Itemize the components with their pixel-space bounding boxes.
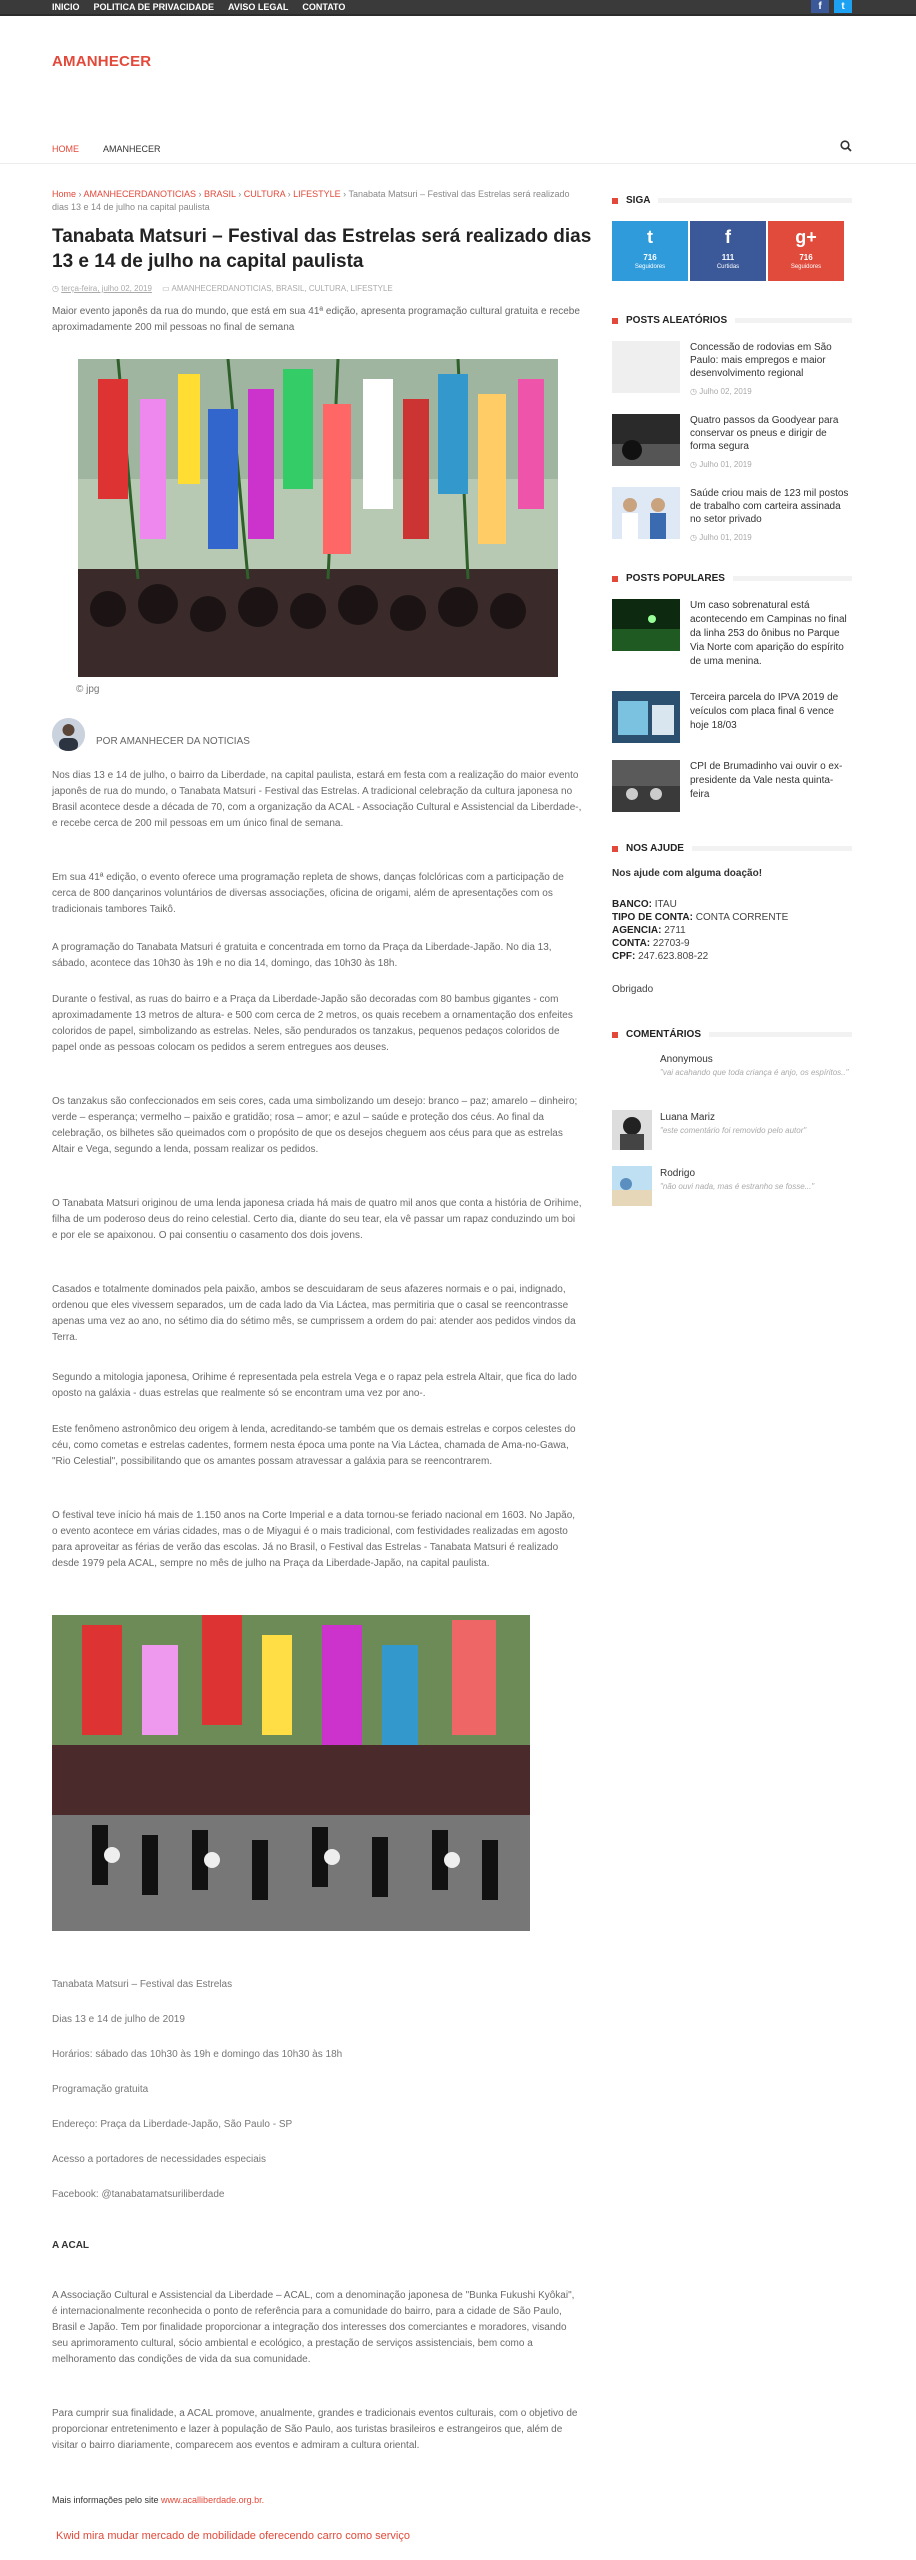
comment-text[interactable]: "vai acahando que toda criança é anjo, os espíritos.." xyxy=(660,1068,849,1077)
info-line: Facebook: @tanabatamatsuriliberdade xyxy=(52,2189,225,2200)
clock-icon: ◷ xyxy=(690,460,700,469)
main-nav xyxy=(52,144,161,154)
popular-post-item[interactable] xyxy=(612,691,852,747)
comment-author[interactable]: Anonymous xyxy=(660,1054,713,1065)
post-title-link[interactable]: Um caso sobrenatural está acontecendo em Campinas no final da linha 253 do ônibus no Parque Via Norte com aparição do espírito de uma menina. xyxy=(690,600,847,667)
post-thumbnail[interactable] xyxy=(612,691,680,743)
comment-item[interactable] xyxy=(612,1166,852,1206)
related-post-link[interactable]: Kwid mira mudar mercado de mobilidade oferecendo carro como serviço xyxy=(56,2530,410,2542)
facebook-icon: f xyxy=(725,227,731,247)
post-thumbnail[interactable] xyxy=(612,341,680,393)
post-thumbnail[interactable] xyxy=(612,414,680,466)
post-meta xyxy=(52,284,393,293)
post-thumbnail[interactable] xyxy=(612,760,680,812)
comment-author[interactable]: Luana Mariz xyxy=(660,1112,716,1123)
nav-divider xyxy=(0,163,916,164)
post-image-tanabata xyxy=(78,359,558,677)
sidebar-title-text: COMENTÁRIOS xyxy=(626,1029,701,1040)
acal-site-link[interactable]: www.acalliberdade.org.br. xyxy=(161,2495,265,2505)
popular-post-item[interactable] xyxy=(612,760,852,816)
comment-text[interactable]: "não ouvi nada, mas é estranho se fosse..." xyxy=(660,1182,815,1191)
info-line: Tanabata Matsuri – Festival das Estrelas xyxy=(52,1979,233,1990)
post-title: Tanabata Matsuri – Festival das Estrelas será realizado dias 13 e 14 de julho na capital paulista xyxy=(52,226,592,272)
random-post-item[interactable] xyxy=(612,414,852,474)
avatar xyxy=(612,1052,652,1092)
info-line: Horários: sábado das 10h30 às 19h e domingo das 10h30 às 18h xyxy=(52,2049,343,2060)
post-title-link[interactable]: Quatro passos da Goodyear para conservar os pneus e dirigir de forma segura xyxy=(690,415,839,452)
article-paragraph: Nos dias 13 e 14 de julho, o bairro da Liberdade, na capital paulista, estará em festa com a realização do maior evento japonês de rua do mundo, o Tanabata Matsuri - Festival das Estrelas. A tradicional celebração da cultura japonesa no Brasil acontece desde a década de 70, com a organização da ACAL - Associação Cultural e Assistencial da Liberdade-, e recebe cerca de 200 mil pessoas em um único final de semana. xyxy=(52,770,582,829)
sidebar-title-text: NOS AJUDE xyxy=(626,843,684,854)
acal-paragraph: A Associação Cultural e Assistencial da Liberdade – ACAL, com a denominação japonesa de "Bunka Fukushi Kyôkai", é internacionalmente reconhecida o ponto de referência para a comunidade do bairro, para a cidade de São Paulo, Brasil e Japão. Tem por finalidade proporcionar a integração dos interesses dos comerciantes e moradores, visando seu aprimoramento cultural, sócio ambiental e ecológico, a prestação de serviços assistenciais, bem como a melhoramento das condições de vida da sua comunidade. xyxy=(52,2290,575,2365)
top-link-privacidade[interactable]: POLITICA DE PRIVACIDADE xyxy=(93,2,215,12)
breadcrumb xyxy=(52,188,587,214)
thanks-text: Obrigado xyxy=(612,984,654,995)
follow-count: 111 xyxy=(721,253,735,262)
post-thumbnail[interactable] xyxy=(612,487,680,539)
twitter-icon: t xyxy=(647,227,653,247)
breadcrumb-sep: › xyxy=(235,189,244,199)
article-paragraph: O festival teve início há mais de 1.150 anos na Corte Imperial e a data tornou-se feriado nacional em 1603. No Japão, o evento acontece em várias cidades, mas o de Miyagui é o mais tradicional, com festividades realizadas em agosto para aproveitar as férias de verão das escolas. Já no Brasil, o Festival das Estrelas - Tanabata Matsuri é realizado desde 1979 pela ACAL, sempre no mês de julho na Praça da Liberdade-Japão, na capital paulista. xyxy=(52,1510,576,1569)
post-title-link[interactable]: Concessão de rodovias em São Paulo: mais empregos e maior desenvolvimento regional xyxy=(690,342,832,379)
top-link-inicio[interactable]: INICIO xyxy=(52,2,80,12)
facebook-follow-button[interactable] xyxy=(690,221,766,281)
google-plus-icon: g+ xyxy=(795,227,817,247)
title-bar xyxy=(709,1032,852,1037)
article-paragraph: Segundo a mitologia japonesa, Orihime é representada pela estrela Vega e o rapaz pela estrela Altair, que fica do lado oposto na galáxia - duas estrelas que realmente só se encontram uma vez por ano-. xyxy=(52,1372,577,1399)
title-marker xyxy=(612,576,618,582)
random-post-item[interactable] xyxy=(612,487,852,547)
follow-label: Seguidores xyxy=(634,264,666,270)
account-label: CONTA: xyxy=(612,938,651,949)
article-paragraph: Durante o festival, as ruas do bairro e a Praça da Liberdade-Japão são decoradas com 80 bambus gigantes - com aproximadamente 13 metros de altura- e 500 com cerca de 2 metros, os quais recebem a ornamentação dos enfeites coloridos de papel, simbolizando as estrelas. Neles, são pendurados os tanzakus, pequenos pedaços coloridos de papel onde as pessoas colocam os pedidos a serem entregues aos deuses. xyxy=(52,994,573,1053)
folder-icon: ▭ xyxy=(162,284,172,293)
sidebar-title-popular xyxy=(612,573,852,584)
clock-icon: ◷ xyxy=(690,533,700,542)
breadcrumb-cat[interactable]: CULTURA xyxy=(243,189,286,199)
article-paragraph: O Tanabata Matsuri originou de uma lenda japonesa criada há mais de quatro mil anos que conta a história de Orihime, filha de um poderoso deus do reino celestial. Certo dia, diante do seu tear, ela vê passar um rapaz conduzindo um boi e por ele se apaixonou. O pai consentiu o casamento dos dois jovens. xyxy=(52,1198,582,1241)
post-excerpt: Maior evento japonês da rua do mundo, que está em sua 41ª edição, apresenta programação cultural gratuita e recebe aproximadamente 200 mil pessoas no final de semana xyxy=(52,306,580,333)
title-marker xyxy=(612,198,618,204)
article-paragraph: Em sua 41ª edição, o evento oferece uma programação repleta de shows, danças folclóricas com a participação de cerca de 800 dançarinos voluntários de diversas associações, oficina de origami, além de apresentações com os tradicionais tambores Taikô. xyxy=(52,872,564,915)
post-categories[interactable]: AMANHECERDANOTICIAS, BRASIL, CULTURA, LIFESTYLE xyxy=(171,284,393,293)
info-line: Programação gratuita xyxy=(52,2084,149,2095)
comment-text[interactable]: "este comentário foi removido pelo autor" xyxy=(660,1126,807,1135)
breadcrumb-sep: › xyxy=(285,189,294,199)
search-icon[interactable] xyxy=(840,140,852,152)
title-bar xyxy=(692,846,852,851)
breadcrumb-sep: › xyxy=(340,189,349,199)
breadcrumb-cat[interactable]: LIFESTYLE xyxy=(293,189,341,199)
google-plus-follow-button[interactable] xyxy=(768,221,844,281)
more-info xyxy=(52,2495,264,2505)
title-bar xyxy=(735,318,852,323)
sidebar-title-comments xyxy=(612,1029,852,1040)
agency-label: AGENCIA: xyxy=(612,925,662,936)
sidebar-title-text: POSTS POPULARES xyxy=(626,573,725,584)
post-date: ◷ Julho 02, 2019 xyxy=(690,387,752,396)
info-line: Dias 13 e 14 de julho de 2019 xyxy=(52,2014,185,2025)
nav-item-amanhecer[interactable]: AMANHECER xyxy=(103,144,161,154)
info-line: Acesso a portadores de necessidades especiais xyxy=(52,2154,267,2165)
agency-value: 2711 xyxy=(664,925,686,936)
title-marker xyxy=(612,318,618,324)
bank-label: BANCO: xyxy=(612,899,652,910)
breadcrumb-current: Tanabata Matsuri – Festival das Estrelas será realizado dias 13 e 14 de julho na capital paulista xyxy=(52,189,570,212)
post-title-link[interactable]: Saúde criou mais de 123 mil postos de trabalho com carteira assinada no setor privado xyxy=(690,488,849,525)
article-paragraph: Este fenômeno astronômico deu origem à lenda, acreditando-se também que os demais estrelas e corpos celestes do céu, como cometas e estrelas cadentes, formem nesta época uma ponte na Via Láctea, chamada de Ama-no-Gawa, "Rio Celestial", possibilitando que os amantes possam atravessar a galáxia para se reencontrarem. xyxy=(52,1424,576,1467)
post-date: ◷ Julho 01, 2019 xyxy=(690,460,752,469)
cpf-value: 247.623.808-22 xyxy=(638,951,709,962)
clock-icon: ◷ xyxy=(690,387,700,396)
breadcrumb-sep: › xyxy=(76,189,84,199)
donation-subtitle: Nos ajude com alguma doação! xyxy=(612,868,763,879)
sidebar-title-text: SIGA xyxy=(626,195,651,206)
nav-item-home[interactable]: HOME xyxy=(52,144,79,154)
breadcrumb-cat[interactable]: BRASIL xyxy=(204,189,236,199)
twitter-icon[interactable]: t xyxy=(834,0,852,13)
breadcrumb-home[interactable]: Home xyxy=(52,189,77,199)
account-value: 22703-9 xyxy=(652,938,690,949)
post-title-link[interactable]: Terceira parcela do IPVA 2019 de veículos com placa final 6 vence hoje 18/03 xyxy=(690,692,839,731)
author-avatar[interactable] xyxy=(52,718,85,751)
sidebar-title-ajude xyxy=(612,843,852,854)
follow-label: Seguidores xyxy=(790,264,822,270)
twitter-follow-button[interactable] xyxy=(612,221,688,281)
acal-heading: A ACAL xyxy=(52,2240,90,2251)
follow-count: 716 xyxy=(643,253,657,262)
follow-count: 716 xyxy=(799,253,813,262)
article-paragraph: Os tanzakus são confeccionados em seis cores, cada uma simbolizando um desejo: branco – paz; amarelo – dinheiro; verde – esperança; vermelho – paixão e gratidão; rosa – amor; e azul – saúde e proteção dos céus. Ao final da celebração, os bilhetes são queimados com o propósito de que os desejos cheguem aos céus para que as estrelas Altair e Vega, segundo a lenda, possam realizar os pedidos. xyxy=(52,1096,578,1155)
sidebar-title-random xyxy=(612,315,852,326)
avatar xyxy=(612,1166,652,1206)
author-name[interactable]: POR AMANHECER DA NOTICIAS xyxy=(96,736,250,747)
site-logo[interactable]: AMANHECER xyxy=(52,53,152,70)
facebook-icon[interactable]: f xyxy=(811,0,829,13)
random-post-item[interactable] xyxy=(612,341,852,401)
post-date: ◷ Julho 01, 2019 xyxy=(690,533,752,542)
sidebar-title-text: POSTS ALEATÓRIOS xyxy=(626,315,728,326)
post-image-parade xyxy=(52,1615,530,1931)
post-date[interactable]: terça-feira, julho 02, 2019 xyxy=(61,284,152,293)
article-paragraph: Casados e totalmente dominados pela paixão, ambos se descuidaram de seus afazeres normais e o pai, indignado, ordenou que eles vivessem separados, um de cada lado da Via Láctea, mas permitiria que o casal se reencontrasse apenas uma vez ao ano, no sétimo dia do sétimo mês, se cumprissem a ordem do pai: atender aos pedidos vindos da Terra. xyxy=(52,1284,576,1343)
top-links xyxy=(52,2,345,13)
top-bar xyxy=(0,0,916,16)
image-caption: © jpg xyxy=(76,684,100,695)
more-info-label: Mais informações pelo site xyxy=(52,2495,162,2505)
breadcrumb-cat[interactable]: AMANHECERDANOTICIAS xyxy=(83,189,197,199)
comment-item[interactable] xyxy=(612,1110,852,1150)
avatar xyxy=(612,1110,652,1150)
cpf-label: CPF: xyxy=(612,951,636,962)
post-title-link[interactable]: CPI de Brumadinho vai ouvir o ex-presidente da Vale nesta quinta-feira xyxy=(690,761,843,800)
post-thumbnail[interactable] xyxy=(612,599,680,651)
title-marker xyxy=(612,1032,618,1038)
title-bar xyxy=(733,576,852,581)
top-link-contato[interactable]: CONTATO xyxy=(302,2,346,12)
comment-item[interactable] xyxy=(612,1052,852,1092)
sidebar-title-siga xyxy=(612,195,852,206)
bank-details xyxy=(612,898,788,963)
clock-icon: ◷ xyxy=(52,284,62,293)
top-link-aviso-legal[interactable]: AVISO LEGAL xyxy=(228,2,289,12)
breadcrumb-sep: › xyxy=(196,189,205,199)
follow-label: Curtidas xyxy=(716,264,740,270)
article-paragraph: A programação do Tanabata Matsuri é gratuita e concentrada em torno da Praça da Liberdade-Japão. No dia 13, sábado, acontece das 10h30 às 19h e no dia 14, domingo, das 10h30 às 18h. xyxy=(52,942,552,969)
account-type-label: TIPO DE CONTA: xyxy=(612,912,693,923)
popular-post-item[interactable] xyxy=(612,599,852,671)
acal-paragraph: Para cumprir sua finalidade, a ACAL promove, anualmente, grandes e tradicionais eventos culturais, com o objetivo de proporcionar entretenimento e lazer à população de São Paulo, aos turistas brasileiros e estrangeiros que, além de visitar o bairro diariamente, comparecem aos eventos e admiram a cultura oriental. xyxy=(52,2408,578,2451)
title-bar xyxy=(658,198,852,203)
comment-author[interactable]: Rodrigo xyxy=(660,1168,696,1179)
title-marker xyxy=(612,846,618,852)
account-type-value: CONTA CORRENTE xyxy=(695,912,789,923)
bank-value: ITAU xyxy=(654,899,677,910)
info-line: Endereço: Praça da Liberdade-Japão, São Paulo - SP xyxy=(52,2119,293,2130)
